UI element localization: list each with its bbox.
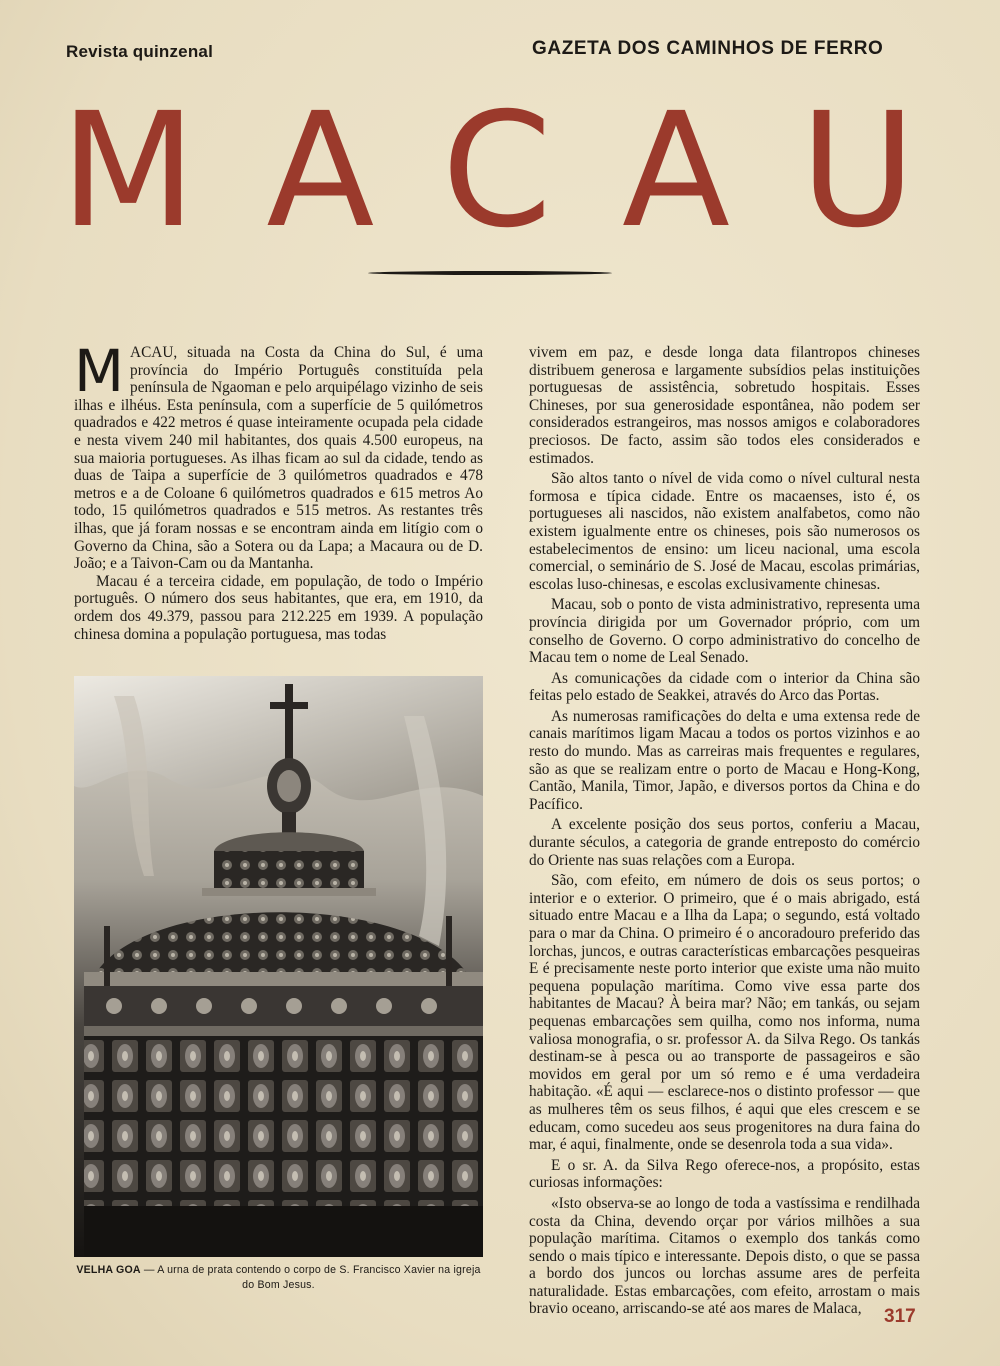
header-right: GAZETA DOS CAMINHOS DE FERRO: [532, 38, 884, 59]
right-column: [529, 344, 920, 1321]
paragraph: A excelente posição dos seus portos, conferiu a Macau, durante séculos, a categoria de grande entreposto do comércio do Oriente nas suas relações com a Europa.: [529, 816, 920, 869]
paragraph: As comunicações da cidade com o interior da China são feitas pelo estado de Seakkei, através do Arco das Portas.: [529, 669, 920, 705]
lead-paragraph: [74, 337, 483, 573]
paragraph: «Isto observa-se ao longo de toda a vastíssima e rendilhada costa da China, devendo orçar por vários milhões a sua população marítima. Citamos o exemplo dos tankás como sendo o mais típico e interessante. Depois disto, o que se passa a bordo dos juncos ou lorchas assume ares de perfeita naturalidade. Estas embarcações, com efeito, arrostam o mais bravio oceano, arriscando-se até aos mares de Malaca,: [529, 1194, 920, 1318]
page-number: 317: [884, 1306, 916, 1327]
silver-urn-illustration: [74, 676, 483, 1257]
article-title: MACAU: [60, 79, 986, 263]
photo-silver-urn: [74, 676, 483, 1257]
photo-caption: [74, 1263, 483, 1293]
paragraph: vivem em paz, e desde longa data filantropos chineses distribuem generosa e largamente subsídios pelas instituições portuguesas de assistência, sobretudo hospitais. Esses Chineses, por sua generosidade espontânea, não podem ser considerados estrangeiros, mas nossos amigos e colaboradores preciosos. De facto, assim são todos eles considerados e estimados.: [529, 344, 920, 467]
left-column: [74, 337, 483, 643]
paragraph: Macau é a terceira cidade, em população, de todo o Império português. O número dos seus habitantes, que era, em 1910, da ordem dos 49.379, passou para 212.225 em 1939. A população chinesa domina a população portuguesa, mas todas: [74, 572, 483, 643]
paragraph: As numerosas ramificações do delta e uma extensa rede de canais marítimos ligam Macau a todos os portos vizinhos e ao resto do mundo. Mas as carreiras mais frequentes e regulares, são as que se realizam entre o porto de Macau e Hong-Kong, Cantão, Manila, Timor, Japão, e diversos portos da China e do Pacífico.: [529, 707, 920, 813]
drop-cap: M: [74, 337, 125, 405]
paragraph: E o sr. A. da Silva Rego oferece-nos, a propósito, estas curiosas informações:: [529, 1156, 920, 1192]
paragraph: São altos tanto o nível de vida como o nível cultural nesta formosa e típica cidade. Entre os macaenses, isto é, os portugueses ali nascidos, não existem analfabetos, como não existem igualmente entre os chineses, pois são numerosos os estabelecimentos de ensino: um liceu nacional, uma escola comercial, o seminário de S. José de Macau, escolas primárias, escolas luso-chinesas, e escolas exclusivamente chinesas.: [529, 470, 920, 593]
paragraph: São, com efeito, em número de dois os seus portos; o interior e o exterior. O primeiro, que é o mais abrigado, está situado entre Macau e a Ilha da Lapa; o segundo, está voltado para o mar da China. O primeiro é o ancoradouro preferido das lorchas, juncos, e outras características embarcações pesqueiras E é precisamente neste porto interior que existe uma não muito pequena população marítima. Como vive essa parte dos habitantes de Macau? À beira mar? Não; em tankás, ou sejam pequenas embarcações sem quilha, como nos informa, numa valiosa monografia, o sr. professor A. da Silva Rego. Os tankás destinam-se à pesca ou ao transporte de passageiros e são movidos em geral por um só remo e é uma verdadeira habitação. «É aqui — esclarece-nos o distinto professor — que as mulheres têm os seus filhos, é aqui que eles crescem e se educam, como sucedeu aos seus progenitores na dura faina do mar, é aqui, finalmente, onde se desenrola toda a sua vida».: [529, 872, 920, 1154]
header-left: Revista quinzenal: [66, 42, 213, 61]
caption-lead: VELHA GOA: [76, 1264, 141, 1276]
caption-text: — A urna de prata contendo o corpo de S. Francisco Xavier na igreja do Bom Jesus.: [140, 1264, 481, 1291]
lead-paragraph-text: ACAU, situada na Costa da China do Sul, é uma província do Império Português constituída pela península de Ngaoman e pelo arquipélago vizinho de seis ilhas e ilhéus. Esta península, com a superfície de 5 quilómetros quadrados e 422 metros é quase inteiramente ocupada pela cidade e nesta vivem 240 mil habitantes, dos quais 4.500 europeus, na sua maioria portugueses. As ilhas ficam ao sul da cidade, tendo as duas de Taipa a superfície de 3 quilómetros quadrados e 478 metros e a de Coloane 6 quilómetros quadrados e 615 metros Ao todo, 15 quilómetros quadrados e 515 metros. As restantes três ilhas, que já foram nossas e se encontram ainda em litígio com o Governo da China, são a Sotera ou da Lapa; a Macaura ou de D. João; e a Taivon-Cam ou da Mantanha.: [74, 344, 483, 573]
paragraph: Macau, sob o ponto de vista administrativo, representa uma província dirigida por um Governador próprio, com um conselho de Governo. O corpo administrativo do concelho de Macau tem o nome de Leal Senado.: [529, 596, 920, 667]
title-rule: [368, 271, 612, 275]
